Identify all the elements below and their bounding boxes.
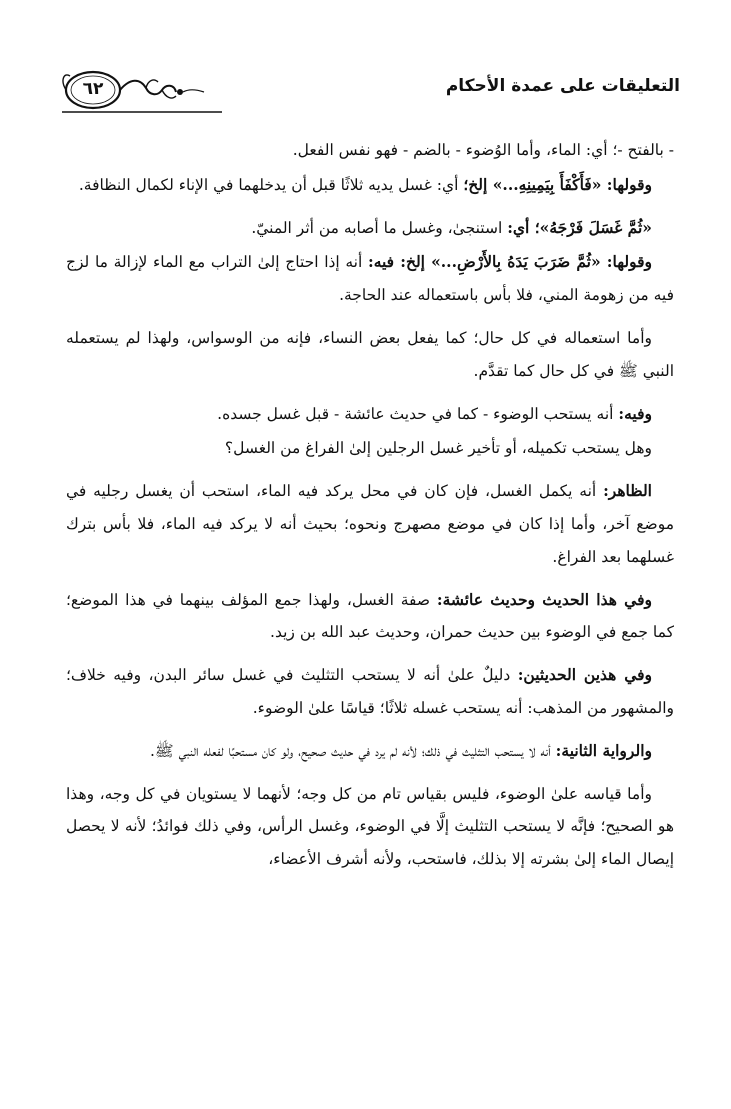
paragraph [66, 659, 674, 725]
paragraph-lead: وفي هذا الحديث وحديث عائشة: [436, 589, 652, 609]
paragraph-text: أنه إذا احتاج إلىٰ التراب مع الماء لإزالة ما لزج فيه من زهومة المني، فلا بأس باستعماله عند الحاجة. [66, 253, 674, 305]
paragraph-text: وأما قياسه علىٰ الوضوء، فليس بقياس تام من كل وجه؛ لأنهما لا يستويان في كل وجه، وهذا هو الصحيح؛ فإنَّه لا يستحب التثليث إلَّا في الوضوء، وغسل الرأس، وفي ذلك فوائدُ؛ لأنه لا يحصل إيصال الماء إلىٰ بشرته إلا بذلك، فاستحب، ولأنه أشرف الأعضاء، [66, 784, 674, 869]
paragraph [66, 322, 674, 388]
paragraph-lead: وقولها: «فَأَكْفَأَ بِيَمِينِهِ...» إلخ؛ [463, 174, 652, 194]
paragraph [66, 432, 674, 465]
page-body [66, 134, 674, 886]
paragraph [66, 212, 674, 245]
paragraph-text: وأما استعماله في كل حال؛ كما يفعل بعض النساء، فإنه من الوسواس، ولهذا لم يستعمله النبي ﷺ في كل حال كما تقدَّم. [66, 328, 674, 380]
paragraph [66, 246, 674, 312]
paragraph [66, 735, 674, 768]
header-title: التعليقات على عمدة الأحكام [445, 76, 680, 96]
paragraph [66, 398, 674, 431]
paragraph-text: أي: غسل يديه ثلاثًا قبل أن يدخلهما في الإناء لكمال النظافة. [78, 175, 464, 194]
paragraph [66, 134, 674, 167]
paragraph-lead: وفي هذين الحديثين: [517, 665, 653, 685]
paragraph [66, 475, 674, 573]
paragraph-text: استنجىٰ، وغسل ما أصابه من أثر المنيّ. [251, 218, 508, 237]
paragraph [66, 169, 674, 202]
paragraph-lead: «ثُمَّ غَسَلَ فَرْجَهُ»؛ أي: [507, 217, 652, 237]
paragraph-lead: والرواية الثانية: [555, 740, 652, 760]
paragraph-text: أنه لا يستحب التثليث في ذلك؛ لأنه لم يرد في حديث صحيح، ولو كان مستحبًا لفعله النبي ﷺ. [149, 741, 556, 760]
paragraph-text: وهل يستحب تكميله، أو تأخير غسل الرجلين إلىٰ الفراغ من الغسل؟ [224, 439, 652, 458]
page-number: ٦٢ [82, 79, 104, 99]
paragraph-text: أنه يكمل الغسل، فإن كان في محل يركد فيه الماء، استحب أن يغسل رجليه في موضع آخر، وأما إذا كان في موضع مصهرج ونحوه؛ بحيث أنه لا يركد فيه الماء، فلا بأس بترك غسلهما بعد الفراغ. [66, 482, 674, 566]
paragraph-text: - بالفتح -؛ أي: الماء، وأما الوُضوء - بالضم - فهو نفس الفعل. [292, 141, 674, 159]
paragraph-lead: وفيه: [618, 403, 652, 423]
paragraph-lead: الظاهر: [603, 481, 652, 501]
paragraph-text: صفة الغسل، ولهذا جمع المؤلف بينهما في هذا الموضع؛ كما جمع في الوضوء بين حديث حمران، وحديث عبد الله بن زيد. [66, 590, 674, 642]
paragraph-lead: وقولها: «ثُمَّ ضَرَبَ يَدَهُ بِالأَرْضِ...» إلخ: فيه: [367, 252, 652, 272]
paragraph-text: أنه يستحب الوضوء - كما في حديث عائشة - قبل غسل جسده. [217, 404, 619, 423]
paragraph-text: دليلٌ علىٰ أنه لا يستحب التثليث في غسل سائر البدن، وفيه خلاف؛ والمشهور من المذهب: أنه يستحب غسله ثلاثًا؛ قياسًا علىٰ الوضوء. [66, 666, 674, 717]
paragraph [66, 778, 674, 876]
running-header [62, 68, 680, 124]
paragraph [66, 584, 674, 650]
